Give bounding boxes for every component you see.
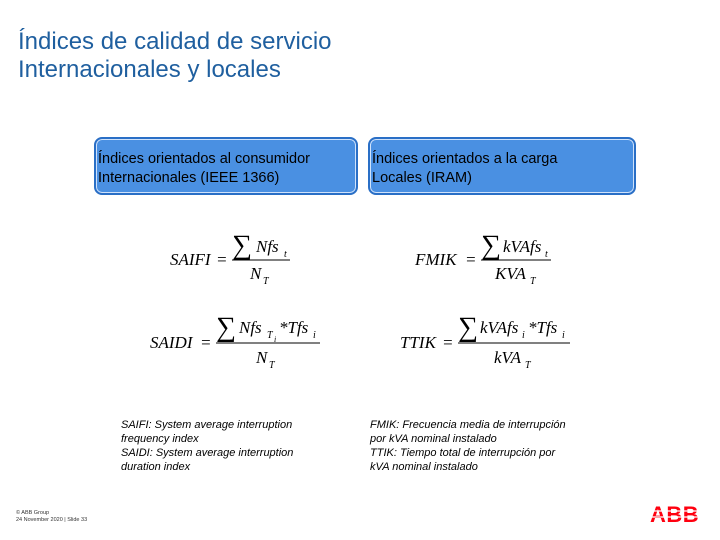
saifi-formula bbox=[170, 232, 300, 297]
saidi-num-a: Nfs bbox=[239, 318, 262, 337]
saidi-sum-icon: ∑ bbox=[216, 312, 236, 343]
saidi-den: N bbox=[256, 348, 268, 367]
load-box-line-1: Índices orientados a la carga bbox=[372, 151, 558, 167]
saidi-num-a-sub: T bbox=[267, 330, 273, 341]
saifi-equals: = bbox=[216, 250, 228, 269]
saidi-num-a-subsub: i bbox=[274, 335, 277, 344]
footer-date-slide: 24 November 2020 | Slide 33 bbox=[16, 517, 88, 523]
abb-logo bbox=[650, 504, 706, 524]
footer-copyright: © ABB Group bbox=[16, 510, 50, 516]
ttik-num-a-sub: i bbox=[522, 330, 525, 341]
saifi-num-sub: t bbox=[284, 249, 287, 260]
saidi-formula-svg bbox=[150, 312, 330, 374]
ttik-sum-icon: ∑ bbox=[458, 312, 478, 343]
fmik-equals: = bbox=[465, 250, 477, 269]
abb-logo-text: ABB bbox=[650, 504, 700, 524]
fmik-formula-svg bbox=[415, 232, 565, 292]
fmik-sum-icon: ∑ bbox=[481, 230, 501, 261]
saifi-lhs: SAIFI bbox=[170, 250, 211, 269]
fmik-den: KVA bbox=[495, 264, 526, 283]
caption-left-line-2: frequency index bbox=[121, 433, 199, 445]
ttik-num-b: *Tfs bbox=[528, 318, 558, 337]
caption-left-line-3: SAIDI: System average interruption bbox=[121, 447, 294, 459]
ttik-den: kVA bbox=[494, 348, 522, 367]
title-line-1: Índices de calidad de servicio bbox=[18, 28, 332, 55]
saifi-sum-icon: ∑ bbox=[232, 230, 252, 261]
caption-left-line-4: duration index bbox=[121, 461, 191, 473]
caption-right-line-1: FMIK: Frecuencia media de interrupción bbox=[370, 419, 566, 431]
saifi-num: Nfs bbox=[256, 237, 279, 256]
saifi-den-sub: T bbox=[263, 276, 269, 287]
title-line-2: Internacionales y locales bbox=[18, 56, 281, 83]
caption-right-line-4: kVA nominal instalado bbox=[370, 461, 478, 473]
ttik-formula bbox=[400, 312, 580, 379]
saidi-formula bbox=[150, 312, 330, 379]
saidi-num-b: *Tfs bbox=[279, 318, 309, 337]
saidi-num-b-sub: i bbox=[313, 330, 316, 341]
ttik-num-a: kVAfs bbox=[480, 318, 519, 337]
caption-left-line-1: SAIFI: System average interruption bbox=[121, 419, 293, 431]
fmik-num: kVAfs bbox=[503, 237, 542, 256]
caption-right-line-3: TTIK: Tiempo total de interrupción por bbox=[370, 447, 556, 459]
load-box-line-2: Locales (IRAM) bbox=[372, 170, 472, 186]
ttik-den-sub: T bbox=[525, 360, 531, 371]
slide-title bbox=[18, 28, 698, 84]
saidi-lhs: SAIDI bbox=[150, 333, 193, 352]
consumer-box-line-2: Internacionales (IEEE 1366) bbox=[98, 170, 280, 186]
fmik-formula bbox=[415, 232, 565, 297]
ttik-equals: = bbox=[442, 333, 454, 352]
fmik-ttik-caption bbox=[370, 418, 566, 474]
saifi-formula-svg bbox=[170, 232, 300, 292]
ttik-formula-svg bbox=[400, 312, 580, 374]
consumer-indices-box bbox=[94, 137, 358, 195]
saidi-den-sub: T bbox=[269, 360, 275, 371]
load-indices-box bbox=[368, 137, 636, 195]
slide-footer bbox=[16, 510, 87, 524]
ttik-num-b-sub: i bbox=[562, 330, 565, 341]
consumer-box-line-1: Índices orientados al consumidor bbox=[98, 151, 310, 167]
saifi-den: N bbox=[250, 264, 262, 283]
fmik-lhs: FMIK bbox=[415, 250, 457, 269]
saidi-equals: = bbox=[200, 333, 212, 352]
saifi-saidi-caption bbox=[121, 418, 293, 474]
fmik-den-sub: T bbox=[530, 276, 536, 287]
fmik-num-sub: t bbox=[545, 249, 548, 260]
caption-right-line-2: por kVA nominal instalado bbox=[370, 433, 497, 445]
ttik-lhs: TTIK bbox=[400, 333, 436, 352]
